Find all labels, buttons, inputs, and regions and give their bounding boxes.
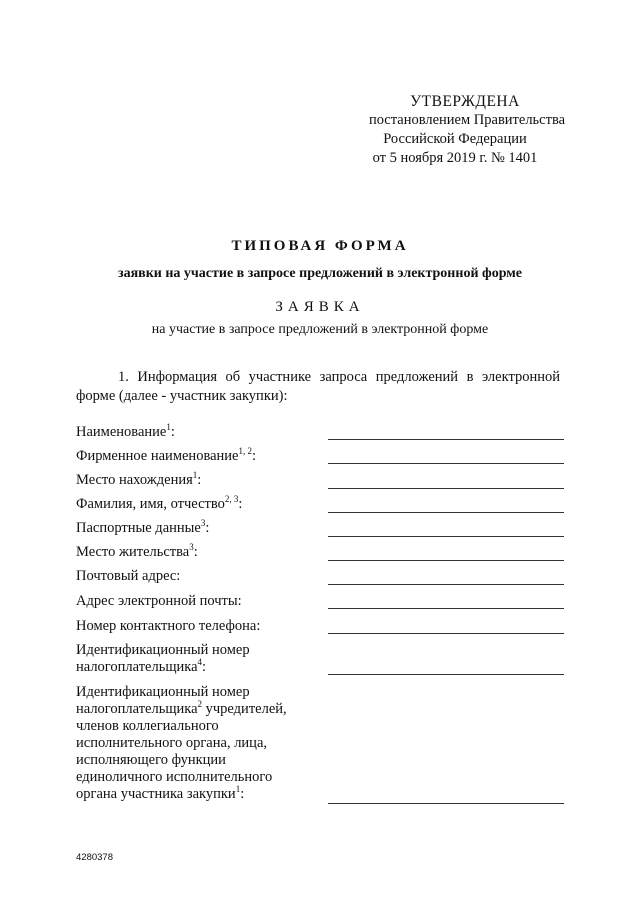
field-founders-inn-line[interactable]: [328, 803, 564, 804]
field-passport-line[interactable]: [328, 536, 564, 537]
field-postal-address-label: Почтовый адрес:: [76, 568, 181, 584]
application-subtitle: на участие в запросе предложений в электронной форме: [151, 322, 489, 337]
field-name-label: Наименование$^1$:: [76, 422, 175, 440]
field-founders-inn-label: Идентификационный номер налогоплательщика$^2$ учредителей, членов коллегиального исполнительного органа, лица, исполняющего функции единоличного исполнительного органа участника закупки$^1$:: [76, 684, 287, 802]
field-full-name-line[interactable]: [328, 512, 564, 513]
approval-block: [340, 92, 570, 168]
field-postal-address-line[interactable]: [328, 584, 564, 585]
field-location-line[interactable]: [328, 488, 564, 489]
field-phone-label: Номер контактного телефона:: [76, 618, 261, 634]
field-residence-label: Место жительства$^3$:: [76, 542, 198, 560]
form-subtitle: заявки на участие в запросе предложений в электронной форме: [117, 266, 523, 281]
field-inn-label: Идентификационный номер налогоплательщика$^4$:: [76, 642, 250, 675]
intro-paragraph: 1. Информация об участнике запроса предложений в электронной форме (далее - участник закупки):: [76, 369, 560, 404]
approval-heading: УТВЕРЖДЕНА: [410, 93, 520, 110]
field-email-line[interactable]: [328, 608, 564, 609]
field-name-line[interactable]: [328, 439, 564, 440]
field-location-label: Место нахождения$^1$:: [76, 470, 202, 488]
form-title: ТИПОВАЯ ФОРМА: [231, 238, 409, 254]
approval-line-3: от 5 ноября 2019 г. № 1401: [372, 150, 538, 166]
field-residence-line[interactable]: [328, 560, 564, 561]
document-number: 4280378: [76, 852, 113, 863]
field-inn-line[interactable]: [328, 674, 564, 675]
field-trade-name-label: Фирменное наименование$^{1, 2}$:: [76, 446, 257, 464]
approval-line-1: постановлением Правительства: [368, 112, 566, 128]
field-phone-line[interactable]: [328, 633, 564, 634]
field-full-name-label: Фамилия, имя, отчество$^{2, 3}$:: [76, 494, 243, 512]
approval-line-2: Российской Федерации: [383, 131, 527, 147]
field-trade-name-line[interactable]: [328, 463, 564, 464]
field-passport-label: Паспортные данные$^3$:: [76, 518, 210, 536]
field-email-label: Адрес электронной почты:: [76, 593, 242, 609]
application-title: ЗАЯВКА: [275, 299, 365, 315]
